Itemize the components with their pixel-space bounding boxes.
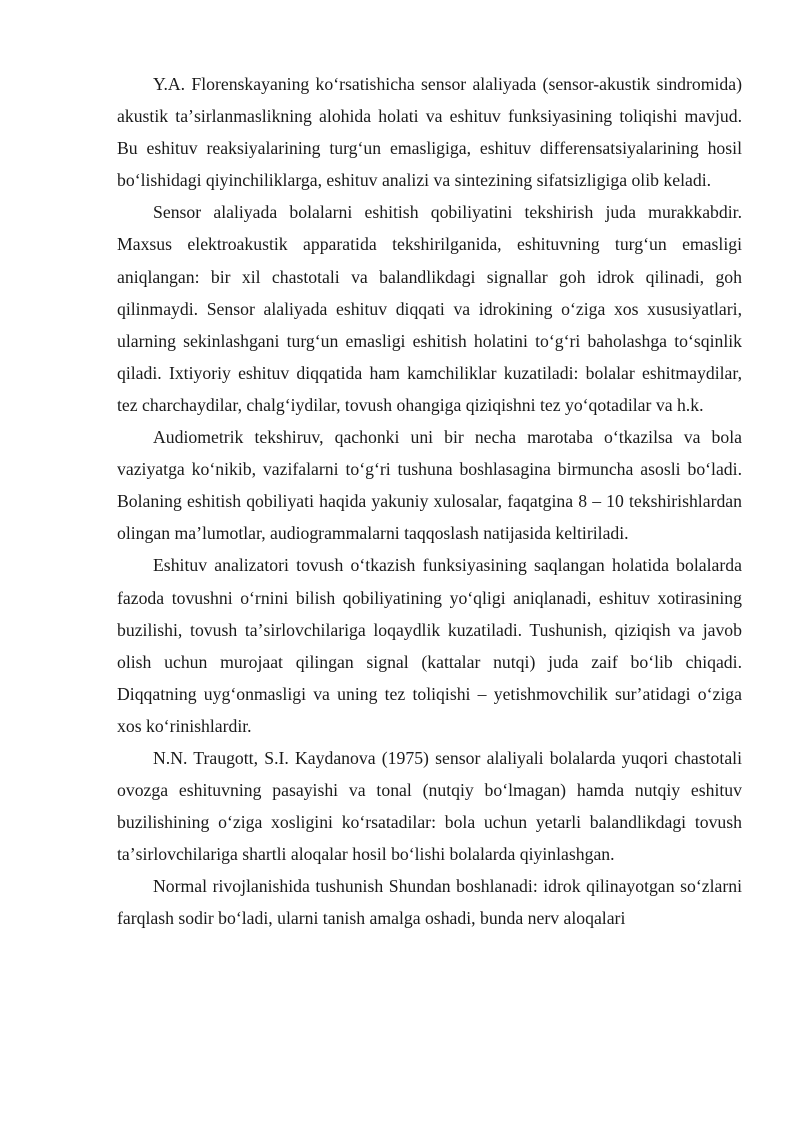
- paragraph-2: Sensor alaliyada bolalarni eshitish qobiliyatini tekshirish juda murakkabdir. Maxsus elektroakustik apparatida tekshirilganida, eshituvning turgʻun emasligi aniqlangan: bir xil chastotali va balandlikdagi signallar goh idrok qilinadi, goh qilinmaydi. Sensor alaliyada eshituv diqqati va idrokining oʻziga xos xususiyatlari, ularning sekinlashgani turgʻun emasligi eshitish holatini toʻgʻri baholashga toʻsqinlik qiladi. Ixtiyoriy eshituv diqqatida ham kamchiliklar kuzatiladi: bolalar eshitmaydilar, tez charchaydilar, chalgʻiydilar, tovush ohangiga qiziqishni tez yoʻqotadilar va h.k.: [117, 202, 742, 415]
- paragraph-1: Y.A. Florenskayaning koʻrsatishicha sensor alaliyada (sensor-akustik sindromida) akustik taʼsirlanmaslikning alohida holati va eshituv funksiyasining toliqishi mavjud. Bu eshituv reaksiyalarining turgʻun emasligiga, eshituv differensatsiyalarining hosil boʻlishidagi qiyinchiliklarga, eshituv analizi va sintezining sifatsizligiga olib keladi.: [117, 74, 742, 191]
- paragraph-3: Audiometrik tekshiruv, qachonki uni bir necha marotaba oʻtkazilsa va bola vaziyatga koʻnikib, vazifalarni toʻgʻri tushuna boshlasagina birmuncha asosli boʻladi. Bolaning eshitish qobiliyati haqida yakuniy xulosalar, faqatgina 8 – 10 tekshirishlardan olingan maʼlumotlar, audiogrammalarni taqqoslash natijasida keltiriladi.: [117, 427, 742, 544]
- paragraph-6: Normal rivojlanishida tushunish Shundan boshlanadi: idrok qilinayotgan soʻzlarni farqlash sodir boʻladi, ularni tanish amalga oshadi, bunda nerv aloqalari: [117, 876, 742, 929]
- document-body: [117, 68, 742, 935]
- paragraph-4: Eshituv analizatori tovush oʻtkazish funksiyasining saqlangan holatida bolalarda fazoda tovushni oʻrnini bilish qobiliyatining yoʻqligi aniqlanadi, eshituv xotirasining buzilishi, tovush taʼsirlovchilariga loqaydlik kuzatiladi. Tushunish, qiziqish va javob olish uchun murojaat qilingan signal (kattalar nutqi) juda zaif boʻlib chiqadi. Diqqatning uygʻonmasligi va uning tez toliqishi – yetishmovchilik surʼatidagi oʻziga xos koʻrinishlardir.: [117, 555, 742, 736]
- paragraph-5: N.N. Traugott, S.I. Kaydanova (1975) sensor alaliyali bolalarda yuqori chastotali ovozga eshituvning pasayishi va tonal (nutqiy boʻlmagan) hamda nutqiy eshituv buzilishining oʻziga xosligini koʻrsatadilar: bola uchun yetarli balandlikdagi tovush taʼsirlovchilariga shartli aloqalar hosil boʻlishi bolalarda qiyinlashgan.: [117, 747, 742, 865]
